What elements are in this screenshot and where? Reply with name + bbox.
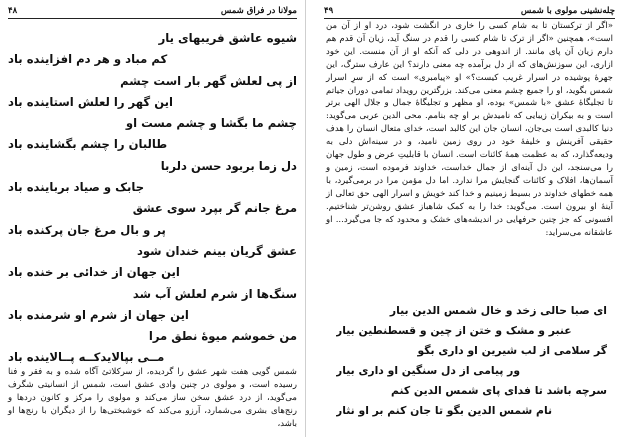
poem-verse: این گهر را لعلش استاینده باد xyxy=(8,94,173,109)
poem-verse: ور پیامی از دل سنگین او داری بیار xyxy=(336,364,521,377)
poem-verse: گر سلامی از لب شیرین او داری بگو xyxy=(417,344,607,357)
poem-verse: نام شمس الدین بگو تا جان کنم بر او نثار xyxy=(336,404,553,417)
poem xyxy=(336,301,607,421)
left-page xyxy=(0,0,306,437)
running-title: مولانا در فراق شمس xyxy=(220,6,297,16)
page-header xyxy=(8,4,297,19)
poem-verse: این جهان از خدائی بر خنده باد xyxy=(8,265,180,280)
poem-verse: سرچه باشد تا فدای پای شمس الدین کنم xyxy=(391,384,607,397)
poem-verse: دل زما بربود حسن دلربا xyxy=(160,158,297,173)
page-number: ۴۹ xyxy=(324,6,334,16)
poem-verse: من خموشم میوهٔ نطق مرا xyxy=(148,329,297,344)
poem-verse: عنبر و مشک و ختن از چین و قسطنطین بیار xyxy=(336,324,572,337)
body-paragraph: «اگر از ترکستان تا به شام کسی را خاری در انگشت شود، درد او از آن من است»، همچنین «اگر از ترک تا شام کسی را قدم در سنگ آید، زیان آن قدم هم دارم زیان آن پای مانند. از اندوهی در دلی که آنکه او از آن منست. این خود ازاری، این سوزنش‌های که از دل برآمده چه معنی دارند؟ این عارف سترگ، این جهرهٔ پوشیده در اسرار غریب کیست؟» او «پیامبری» است که از سرِ اسرار شمس بگوید، او را جمیع چشم معنی می‌کند. بزرگترین رویداد تمامی دوران جیاتم تا تجلیگاهٔ عشق «با شمس» بوده، او مظهر و تجلیگاهٔ جمال و جلال الهی برتر است و به بیکران زیبایی که نامیدش بر او چه بنامم. محی الدین عربی می‌گوید: دنیا کالبدی است بی‌جان، انسان جان این کالبد است، خدای متعال انسان را هدف حقیقی آفرینش و خلیفهٔ خود در روی زمین نامید، و در سینه‌اش دلی به ودیعه‌گذارد، که به عظمت همهٔ کائنات است. انسان با قابلیتِ عرض و طول جهان را می‌سنجد، این دل آینه‌ای از جمال خداست، خداوند فرموده است، زمین و آسمان‌ها، افلاک و کائنات گنجایش مرا ندارد. اما دل مؤمن مرا در برمی‌گیرد، با همه خطهای خداوند در بسیط زمینیم و خدا کند خویش و اسرار الهی حق تعالی از آینهٔ او بیرون است. می‌گوید: خدا را به کمک شاهباز عشق روشن‌تر شناختیم. افسونی که جز چنین حرفهایی در اندیشه‌های خشک و محدود که جا می‌گیرد... او عاشقانه می‌سراید: xyxy=(326,21,613,238)
poem-verse: طالبان را چشم بگشاینده باد xyxy=(8,137,168,152)
poem xyxy=(8,28,297,369)
page-header xyxy=(324,4,615,19)
poem-verse: از پی لعلش گهر بار است چشم xyxy=(120,73,297,88)
body-paragraph: شمس گویی هفت شهر عشق را گردیده، از سرکلاتئ آگاه شده و به فقر و فنا رسیده است، و مولوی در چنین وادی عشق است، شمس از انسانیتی شگرف می‌گوید، از درد عشق سخن ساز می‌کند و مولوی را مرکز و کانون دردها و رنج‌های بشری می‌شمارد، آرزو می‌کند که خوشبختی‌ها را از دیگران با رنج‌ها او باشد، xyxy=(8,367,297,429)
poem-verse: مــی بپالایدکــه پــالاینده باد xyxy=(8,350,165,365)
poem-verse: پر و بال مرغ جان پرکنده باد xyxy=(8,222,166,237)
poem-verse: چشم ما بگشا و چشم مست او xyxy=(125,116,297,131)
poem-verse: این جهان از شرم او شرمنده باد xyxy=(8,307,189,322)
poem-verse: جابک و صیاد برباینده باد xyxy=(8,180,145,195)
poem-verse: کم مباد و هر دم افزاینده باد xyxy=(8,52,168,67)
poem-verse: سنگ‌ها از شرم لعلش آب شد xyxy=(132,286,297,301)
right-page xyxy=(316,0,623,437)
running-title: چله‌نشینی مولوی با شمس xyxy=(520,6,615,16)
poem-verse: مرغ جانم گر بپرد سوی عشق xyxy=(132,201,297,216)
poem-verse: ای صبا حالی زخد و خال شمس الدین بیار xyxy=(389,304,607,317)
poem-verse: شیوه عاشق فریبهای یار xyxy=(158,31,297,45)
page-number: ۴۸ xyxy=(8,6,18,16)
poem-verse: عشق گریان بینم خندان شود xyxy=(136,243,297,258)
